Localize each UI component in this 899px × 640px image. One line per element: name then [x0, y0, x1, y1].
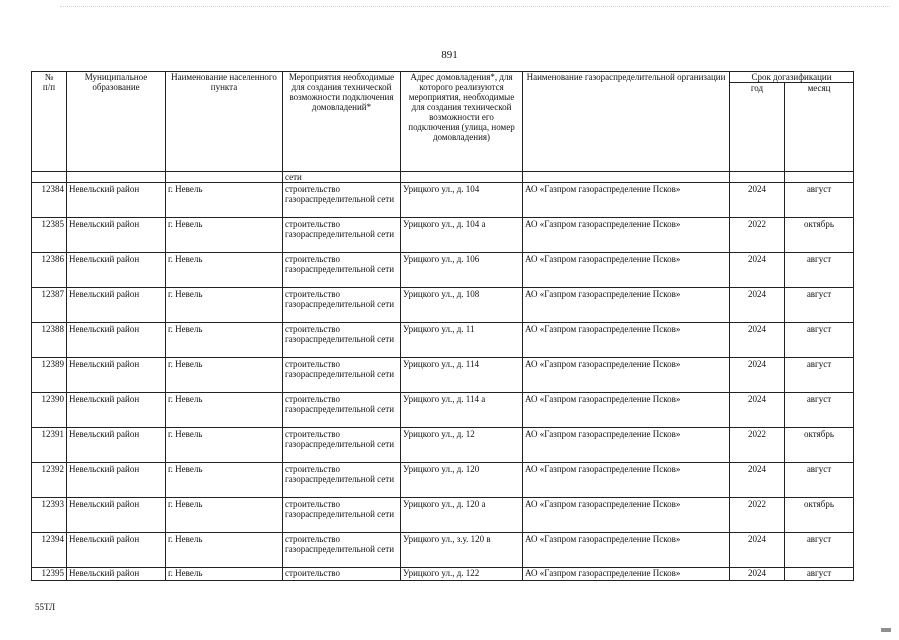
cell-measure: строительство газораспределительной сети [283, 498, 401, 533]
cell-month: октябрь [785, 218, 854, 253]
cell-municipality: Невельский район [67, 533, 166, 568]
cell-address: Урицкого ул., д. 114 [401, 358, 523, 393]
cell-settlement: г. Невель [166, 323, 283, 358]
cell-address: Урицкого ул., д. 12 [401, 428, 523, 463]
cell-month: август [785, 323, 854, 358]
cell-org: АО «Газпром газораспределение Псков» [523, 183, 730, 218]
cell-settlement: г. Невель [166, 358, 283, 393]
cell-measure: строительство газораспределительной сети [283, 288, 401, 323]
cell-settlement: г. Невель [166, 428, 283, 463]
cell-month: август [785, 533, 854, 568]
cell-year: 2024 [730, 323, 785, 358]
cell-year: 2024 [730, 463, 785, 498]
cell-settlement: г. Невель [166, 568, 283, 581]
cell-org: АО «Газпром газораспределение Псков» [523, 498, 730, 533]
table-row [32, 288, 854, 323]
cell-num: 12384 [32, 183, 67, 218]
cell-measure: строительство газораспределительной сети [283, 533, 401, 568]
table-row [32, 323, 854, 358]
cell-num: 12390 [32, 393, 67, 428]
cell-address: Урицкого ул., д. 104 [401, 183, 523, 218]
header-row [32, 72, 854, 83]
cell-settlement: г. Невель [166, 288, 283, 323]
header-municipality: Муниципальное образование [67, 72, 166, 172]
header-year: год [730, 83, 785, 172]
cell-address: Урицкого ул., д. 114 а [401, 393, 523, 428]
header-address: Адрес домовладения*, для которого реализуются мероприятия, необходимые для создания технической возможности его подключения (улица, номер домовладения) [401, 72, 523, 172]
table-row [32, 218, 854, 253]
cell-measure: строительство газораспределительной сети [283, 218, 401, 253]
cell-num: 12394 [32, 533, 67, 568]
header-gas-org: Наименование газораспределительной организации [523, 72, 730, 172]
cell-municipality: Невельский район [67, 253, 166, 288]
cell-address: Урицкого ул., д. 106 [401, 253, 523, 288]
cell-year: 2024 [730, 183, 785, 218]
cell-municipality: Невельский район [67, 323, 166, 358]
cell-num: 12389 [32, 358, 67, 393]
cell-municipality: Невельский район [67, 288, 166, 323]
table-row [32, 533, 854, 568]
cell-address: Урицкого ул., д. 120 а [401, 498, 523, 533]
cell-settlement: г. Невель [166, 463, 283, 498]
header-measures: Мероприятия необходимые для создания технической возможности подключения домовладений* [283, 72, 401, 172]
cell-num: 12385 [32, 218, 67, 253]
cell-org: АО «Газпром газораспределение Псков» [523, 428, 730, 463]
cell-month: август [785, 358, 854, 393]
cell-measure: строительство газораспределительной сети [283, 428, 401, 463]
cell-measure: строительство газораспределительной сети [283, 183, 401, 218]
cell-municipality: Невельский район [67, 358, 166, 393]
continuation-row [32, 172, 854, 183]
cell-address: Урицкого ул., д. 11 [401, 323, 523, 358]
cell-address: Урицкого ул., д. 108 [401, 288, 523, 323]
cell-org: АО «Газпром газораспределение Псков» [523, 393, 730, 428]
table-row [32, 568, 854, 581]
cell-month: август [785, 183, 854, 218]
cell-month: октябрь [785, 498, 854, 533]
cell-municipality: Невельский район [67, 568, 166, 581]
cell-year: 2024 [730, 568, 785, 581]
cell-measure: строительство [283, 568, 401, 581]
cell-address: Урицкого ул., з.у. 120 в [401, 533, 523, 568]
cell-month: август [785, 568, 854, 581]
table-row [32, 498, 854, 533]
table-row [32, 358, 854, 393]
cell-municipality: Невельский район [67, 428, 166, 463]
cell-address: Урицкого ул., д. 104 а [401, 218, 523, 253]
header-term-group: Срок догазификации [730, 72, 854, 83]
table-row [32, 253, 854, 288]
cell-settlement: г. Невель [166, 533, 283, 568]
cell-municipality: Невельский район [67, 218, 166, 253]
cell-num: 12392 [32, 463, 67, 498]
header-settlement: Наименование населенного пункта [166, 72, 283, 172]
cell-num: 12391 [32, 428, 67, 463]
cell-num: 12387 [32, 288, 67, 323]
cell-settlement: г. Невель [166, 393, 283, 428]
cell-year: 2024 [730, 253, 785, 288]
gasification-table [31, 71, 854, 581]
cell-municipality: Невельский район [67, 498, 166, 533]
header-month: месяц [785, 83, 854, 172]
cell-year: 2024 [730, 358, 785, 393]
scan-edge-artifact [60, 6, 890, 9]
cell-num: 12388 [32, 323, 67, 358]
cell-year: 2024 [730, 533, 785, 568]
cell-municipality: Невельский район [67, 393, 166, 428]
cell-month: август [785, 288, 854, 323]
cell-year: 2024 [730, 393, 785, 428]
cell-address: Урицкого ул., д. 120 [401, 463, 523, 498]
cell-month: октябрь [785, 428, 854, 463]
cell-settlement: г. Невель [166, 218, 283, 253]
cell-settlement: г. Невель [166, 498, 283, 533]
cell-municipality: Невельский район [67, 183, 166, 218]
cell-settlement: г. Невель [166, 253, 283, 288]
cell-measure: строительство газораспределительной сети [283, 323, 401, 358]
cell-measure: строительство газораспределительной сети [283, 253, 401, 288]
cell-num: 12386 [32, 253, 67, 288]
table-row [32, 463, 854, 498]
cell-month: август [785, 463, 854, 498]
continuation-text: сети [283, 172, 401, 183]
cell-org: АО «Газпром газораспределение Псков» [523, 358, 730, 393]
cell-num: 12393 [32, 498, 67, 533]
cell-org: АО «Газпром газораспределение Псков» [523, 533, 730, 568]
table-row [32, 393, 854, 428]
cell-year: 2022 [730, 428, 785, 463]
cell-org: АО «Газпром газораспределение Псков» [523, 288, 730, 323]
cell-org: АО «Газпром газораспределение Псков» [523, 323, 730, 358]
cell-org: АО «Газпром газораспределение Псков» [523, 568, 730, 581]
cell-address: Урицкого ул., д. 122 [401, 568, 523, 581]
cell-org: АО «Газпром газораспределение Псков» [523, 253, 730, 288]
footer-label: 55ТЛ [35, 602, 56, 612]
page-number: 891 [441, 49, 458, 61]
cell-settlement: г. Невель [166, 183, 283, 218]
cell-month: август [785, 253, 854, 288]
table-row [32, 428, 854, 463]
cell-year: 2024 [730, 288, 785, 323]
cell-year: 2022 [730, 218, 785, 253]
cell-measure: строительство газораспределительной сети [283, 358, 401, 393]
cell-org: АО «Газпром газораспределение Псков» [523, 463, 730, 498]
header-num: № п/п [32, 72, 67, 172]
cell-measure: строительство газораспределительной сети [283, 463, 401, 498]
cell-month: август [785, 393, 854, 428]
cell-municipality: Невельский район [67, 463, 166, 498]
cell-num: 12395 [32, 568, 67, 581]
cell-year: 2022 [730, 498, 785, 533]
cell-org: АО «Газпром газораспределение Псков» [523, 218, 730, 253]
scan-corner-mark [881, 628, 891, 632]
cell-measure: строительство газораспределительной сети [283, 393, 401, 428]
table-row [32, 183, 854, 218]
